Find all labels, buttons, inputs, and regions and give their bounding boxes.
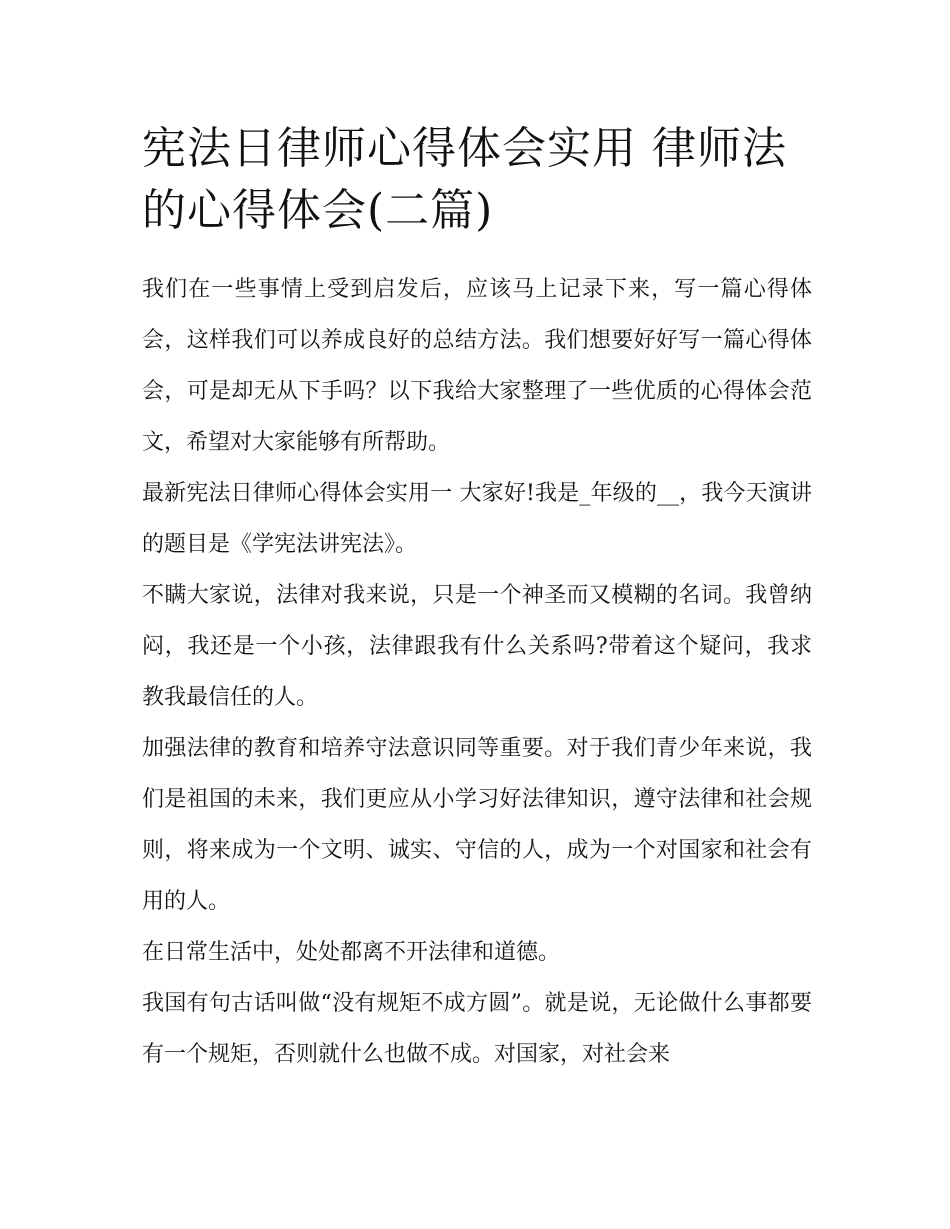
paragraph-proverb: 我国有句古话叫做“没有规矩不成方圆”。就是说，无论做什么事都要有一个规矩，否则就什么也做不成。对国家，对社会来 <box>142 991 812 1067</box>
paragraph-intro: 我们在一些事情上受到启发后，应该马上记录下来，写一篇心得体会，这样我们可以养成良好的总结方法。我们想要好好写一篇心得体会，可是却无从下手吗？以下我给大家整理了一些优质的心得体会范文，希望对大家能够有所帮助。 <box>142 277 812 455</box>
paragraph-greeting: 最新宪法日律师心得体会实用一 大家好!我是_年级的__，我今天演讲的题目是《学宪法讲宪法》。 <box>142 481 812 557</box>
document-body <box>142 264 812 1080</box>
paragraph-law-education: 加强法律的教育和培养守法意识同等重要。对于我们青少年来说，我们是祖国的未来，我们更应从小学习好法律知识，遵守法律和社会规则，将来成为一个文明、诚实、守信的人，成为一个对国家和社会有用的人。 <box>142 736 812 914</box>
paragraph-daily-life: 在日常生活中，处处都离不开法律和道德。 <box>142 940 561 965</box>
document-page <box>142 118 812 1080</box>
document-title: 宪法日律师心得体会实用 律师法的心得体会(二篇) <box>142 123 787 236</box>
paragraph-law-meaning: 不瞒大家说，法律对我来说，只是一个神圣而又模糊的名词。我曾纳闷，我还是一个小孩，法律跟我有什么关系吗?带着这个疑问，我求教我最信任的人。 <box>142 583 812 710</box>
